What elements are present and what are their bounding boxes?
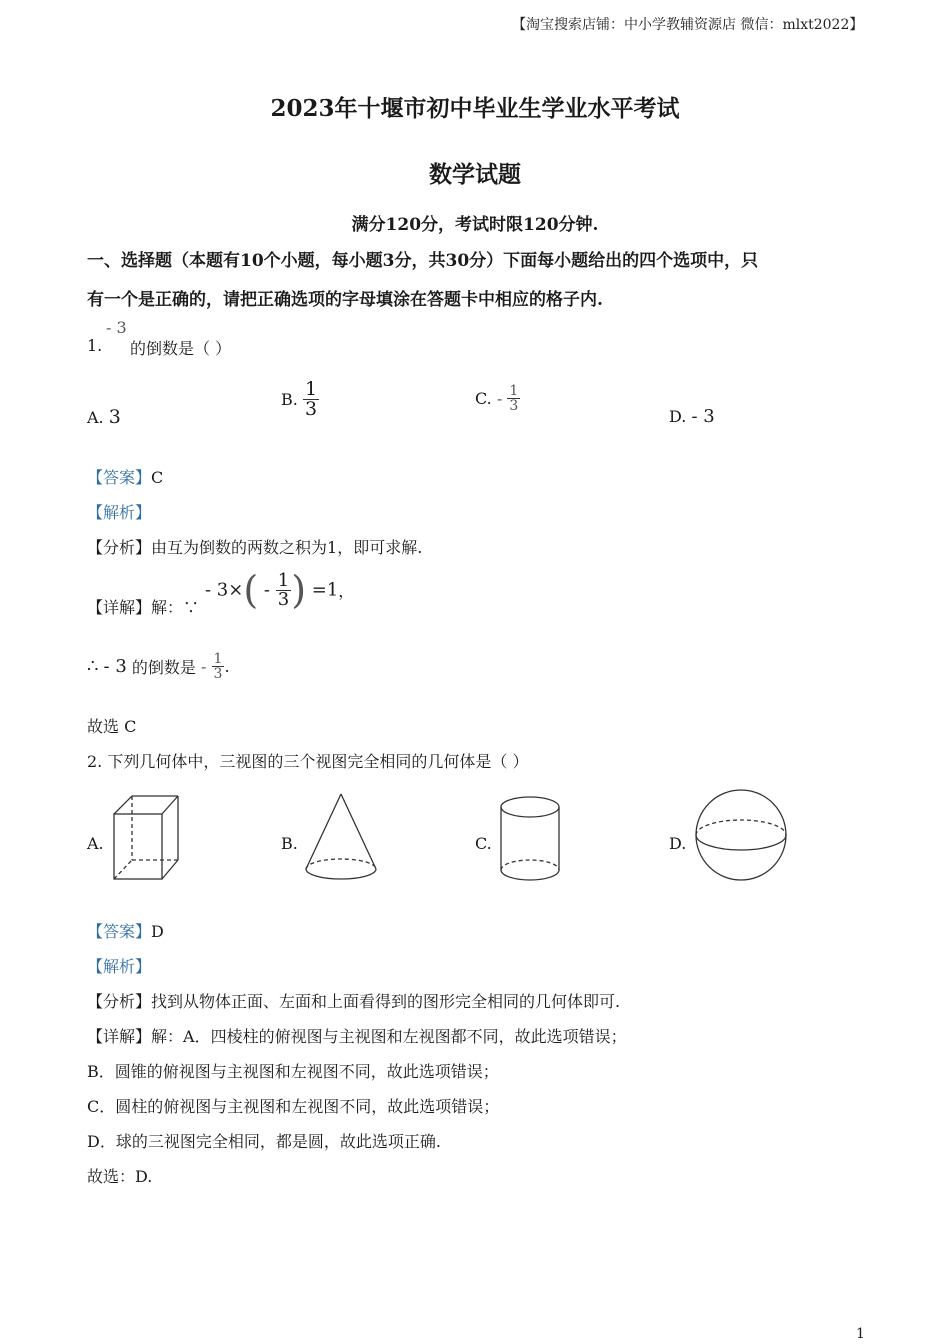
q1-answer: 【答案】C — [87, 468, 164, 487]
cylinder-figure — [497, 793, 563, 885]
q2-option-c-label: C. — [475, 834, 492, 853]
q1-option-b: B. $\frac{1}{3}$ — [281, 378, 318, 420]
header-note: 【淘宝搜索店铺：中小学教辅资源店 微信：mlxt2022】 — [512, 17, 864, 33]
score-line: 满分120分，考试时限120分钟. — [351, 215, 599, 235]
q1-option-a: A. 3 — [87, 406, 121, 428]
section1-line1: 一、选择题（本题有10个小题，每小题3分，共30分）下面每小题给出的四个选项中，只 — [87, 251, 759, 271]
q2-option-a-label: A. — [87, 834, 104, 853]
q1-therefore: ∴ - 3 的倒数是 - $\frac{1}{3}$ . — [87, 651, 230, 682]
q1-equation: - 3×( - $\frac{1}{3}$ ) =1， — [205, 568, 355, 612]
q1-question-text: 的倒数是（ ） — [130, 339, 232, 358]
q1-sup-value: - 3 — [106, 318, 127, 337]
q2-option-b-label: B. — [281, 834, 298, 853]
page-title: 2023年十堰市初中毕业生学业水平考试 — [270, 95, 680, 122]
page-subtitle: 数学试题 — [429, 161, 521, 188]
section1-line2: 有一个是正确的，请把正确选项的字母填涂在答题卡中相应的格子内. — [87, 290, 603, 310]
cone-figure — [302, 790, 380, 884]
q2-line-c: C．圆柱的俯视图与主视图和左视图不同，故此选项错误； — [87, 1097, 500, 1116]
q2-line-b: B．圆锥的俯视图与主视图和左视图不同，故此选项错误； — [87, 1062, 499, 1081]
q2-analysis-tag: 【解析】 — [87, 957, 152, 976]
q1-analysis-tag: 【解析】 — [87, 503, 152, 522]
q2-line-d: D．球的三视图完全相同，都是圆，故此选项正确. — [87, 1132, 441, 1151]
q2-choose: 故选：D. — [87, 1167, 153, 1186]
q1-option-c: C. - $\frac{1}{3}$ — [475, 383, 519, 414]
q2-option-d-label: D. — [669, 834, 687, 853]
q1-fenxi: 【分析】由互为倒数的两数之积为1，即可求解. — [87, 538, 423, 557]
prism-figure — [110, 792, 182, 884]
q2-fenxi: 【分析】找到从物体正面、左面和上面看得到的图形完全相同的几何体即可. — [87, 992, 621, 1011]
page-number: 1 — [856, 1326, 865, 1342]
q1-number: 1. — [87, 336, 103, 355]
sphere-figure — [692, 786, 790, 884]
q1-option-d: D. - 3 — [669, 406, 715, 427]
q2-question: 2. 下列几何体中，三视图的三个视图完全相同的几何体是（ ） — [87, 752, 529, 771]
q2-detail: 【详解】解：A．四棱柱的俯视图与主视图和左视图都不同，故此选项错误； — [87, 1027, 627, 1046]
q1-choose: 故选 C — [87, 717, 137, 736]
q1-detail: 【详解】解：∵ — [87, 598, 200, 617]
q2-answer: 【答案】D — [87, 922, 164, 941]
